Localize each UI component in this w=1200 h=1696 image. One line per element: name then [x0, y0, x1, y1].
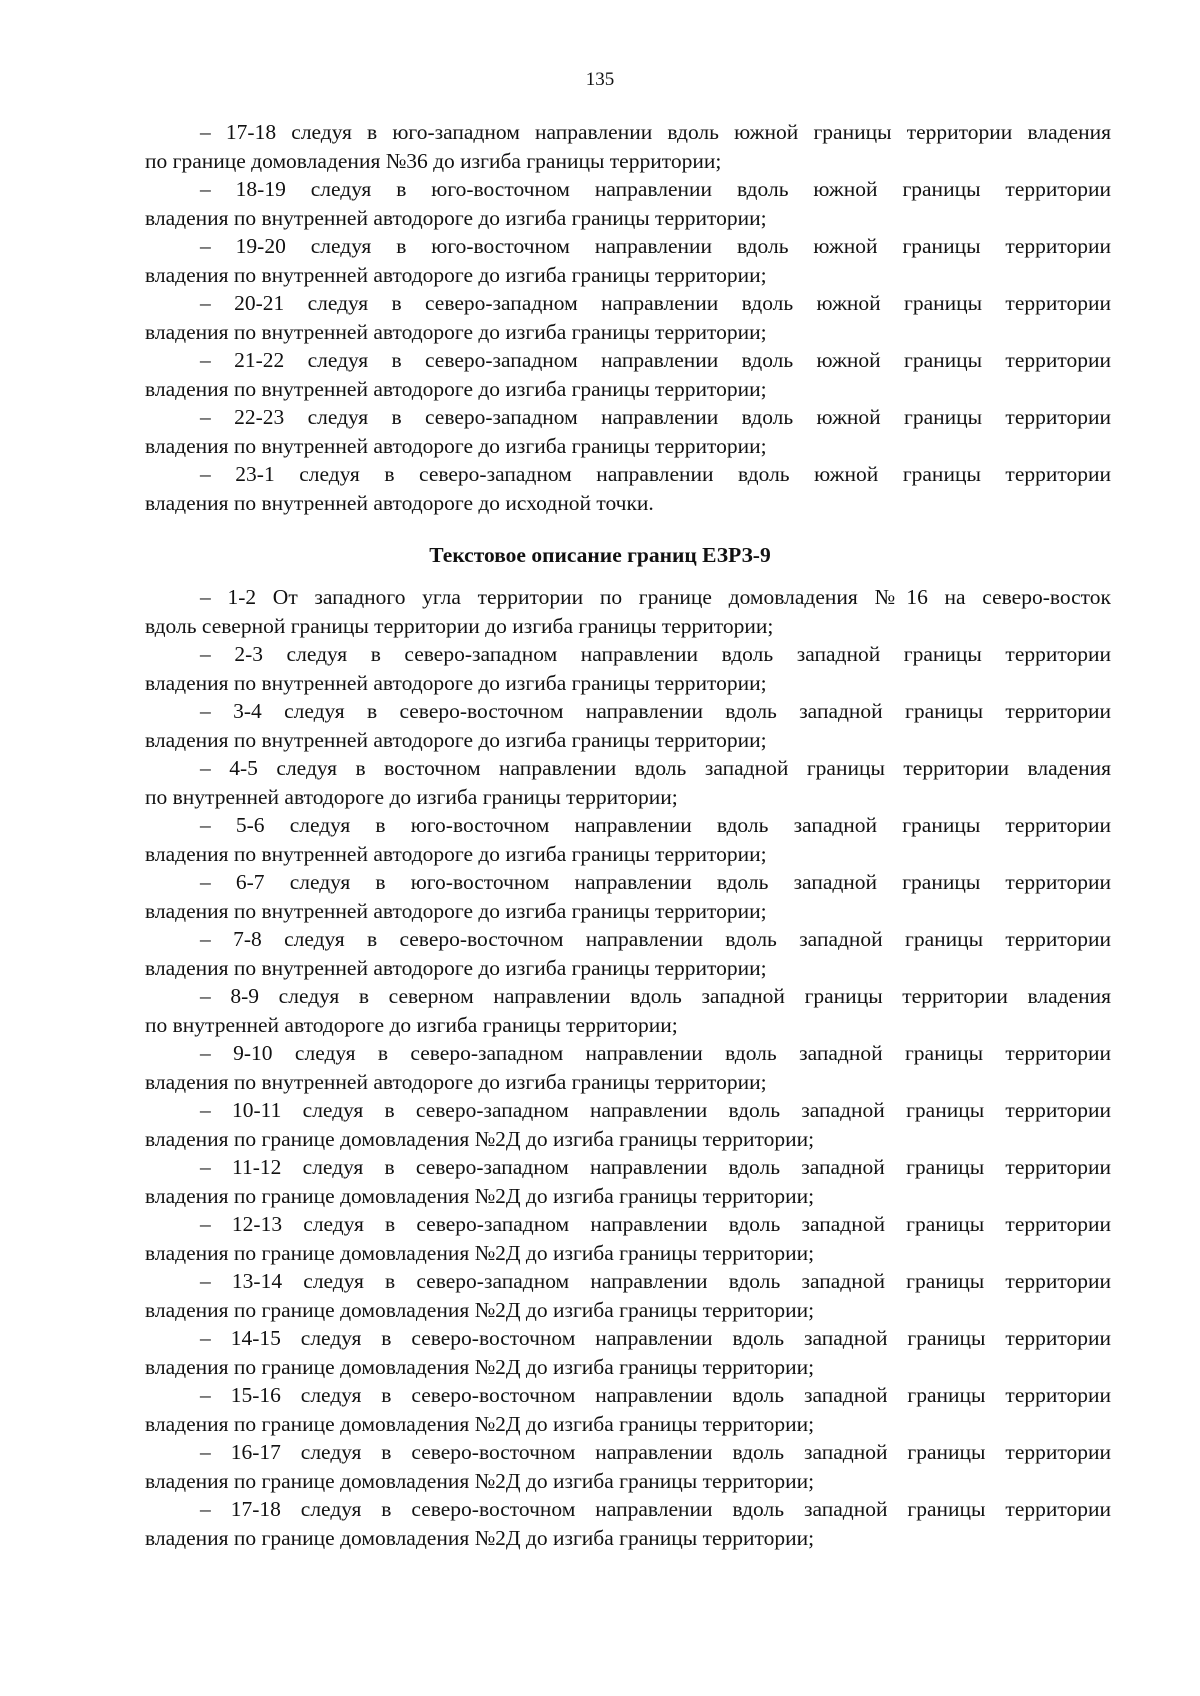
- list-item: [145, 403, 1111, 460]
- item-line-2: владения по внутренней автодороге до изгиба границы территории;: [145, 205, 767, 230]
- item-line-2: по внутренней автодороге до изгиба границы территории;: [145, 784, 678, 809]
- item-line-2: владения по внутренней автодороге до исходной точки.: [145, 490, 654, 515]
- list-item: [145, 1324, 1111, 1381]
- list-item: [145, 868, 1111, 925]
- item-line-2: владения по границе домовладения №2Д до изгиба границы территории;: [145, 1240, 815, 1265]
- item-line-2: владения по внутренней автодороге до изгиба границы территории;: [145, 898, 767, 923]
- list-item: [145, 1381, 1111, 1438]
- item-line-2: владения по внутренней автодороге до изгиба границы территории;: [145, 1069, 767, 1094]
- item-line-2: владения по границе домовладения №2Д до изгиба границы территории;: [145, 1354, 815, 1379]
- list-item: [145, 583, 1111, 640]
- item-line-1: – 21-22 следуя в северо-западном направлении вдоль южной границы территории: [200, 348, 1111, 372]
- page-number: 135: [585, 69, 615, 90]
- item-line-1: – 12-13 следуя в северо-западном направлении вдоль западной границы территории: [200, 1212, 1111, 1236]
- item-line-1: – 11-12 следуя в северо-западном направлении вдоль западной границы территории: [200, 1155, 1111, 1179]
- item-line-1: – 14-15 следуя в северо-восточном направлении вдоль западной границы территории: [200, 1326, 1111, 1350]
- item-line-1: – 13-14 следуя в северо-западном направлении вдоль западной границы территории: [200, 1269, 1111, 1293]
- list-item: [145, 982, 1111, 1039]
- boundary-list-ezrz-8-continued: [145, 118, 1111, 517]
- item-line-2: владения по внутренней автодороге до изгиба границы территории;: [145, 319, 767, 344]
- item-line-1: – 10-11 следуя в северо-западном направлении вдоль западной границы территории: [200, 1098, 1111, 1122]
- item-line-1: – 17-18 следуя в северо-восточном направлении вдоль западной границы территории: [200, 1497, 1111, 1521]
- item-line-2: владения по внутренней автодороге до изгиба границы территории;: [145, 727, 767, 752]
- list-item: [145, 1096, 1111, 1153]
- item-line-2: владения по внутренней автодороге до изгиба границы территории;: [145, 955, 767, 980]
- item-line-1: – 8-9 следуя в северном направлении вдоль западной границы территории владения: [200, 984, 1111, 1008]
- item-line-2: владения по внутренней автодороге до изгиба границы территории;: [145, 262, 767, 287]
- item-line-1: – 4-5 следуя в восточном направлении вдоль западной границы территории владения: [200, 756, 1111, 780]
- item-line-1: – 23-1 следуя в северо-западном направлении вдоль южной границы территории: [200, 462, 1111, 486]
- item-line-1: – 18-19 следуя в юго-восточном направлении вдоль южной границы территории: [200, 177, 1111, 201]
- list-item: [145, 925, 1111, 982]
- list-item: [145, 754, 1111, 811]
- item-line-2: владения по границе домовладения №2Д до изгиба границы территории;: [145, 1411, 815, 1436]
- boundary-list-ezrz-9: [145, 583, 1111, 1552]
- section-heading: Текстовое описание границ ЕЗРЗ-9: [429, 543, 771, 567]
- list-item: [145, 289, 1111, 346]
- item-line-1: – 1-2 От западного угла территории по границе домовладения №16 на северо-восток: [200, 585, 1111, 609]
- list-item: [145, 1267, 1111, 1324]
- item-line-1: – 19-20 следуя в юго-восточном направлении вдоль южной границы территории: [200, 234, 1111, 258]
- list-item: [145, 232, 1111, 289]
- list-item: [145, 1438, 1111, 1495]
- list-item: [145, 118, 1111, 175]
- item-line-1: – 7-8 следуя в северо-восточном направлении вдоль западной границы территории: [200, 927, 1111, 951]
- item-line-2: владения по границе домовладения №2Д до изгиба границы территории;: [145, 1525, 815, 1550]
- list-item: [145, 460, 1111, 517]
- item-line-1: – 9-10 следуя в северо-западном направлении вдоль западной границы территории: [200, 1041, 1111, 1065]
- item-line-2: владения по внутренней автодороге до изгиба границы территории;: [145, 376, 767, 401]
- item-line-2: вдоль северной границы территории до изгиба границы территории;: [145, 613, 774, 638]
- item-line-1: – 17-18 следуя в юго-западном направлении вдоль южной границы территории владения: [200, 120, 1111, 144]
- list-item: [145, 346, 1111, 403]
- list-item: [145, 640, 1111, 697]
- item-line-1: – 3-4 следуя в северо-восточном направлении вдоль западной границы территории: [200, 699, 1111, 723]
- item-line-2: по внутренней автодороге до изгиба границы территории;: [145, 1012, 678, 1037]
- list-item: [145, 1210, 1111, 1267]
- list-item: [145, 175, 1111, 232]
- item-line-1: – 16-17 следуя в северо-восточном направлении вдоль западной границы территории: [200, 1440, 1111, 1464]
- item-line-2: владения по границе домовладения №2Д до изгиба границы территории;: [145, 1126, 815, 1151]
- item-line-2: владения по внутренней автодороге до изгиба границы территории;: [145, 433, 767, 458]
- item-line-2: по границе домовладения №36 до изгиба границы территории;: [145, 148, 722, 173]
- item-line-2: владения по границе домовладения №2Д до изгиба границы территории;: [145, 1183, 815, 1208]
- item-line-1: – 20-21 следуя в северо-западном направлении вдоль южной границы территории: [200, 291, 1111, 315]
- list-item: [145, 1495, 1111, 1552]
- item-line-2: владения по границе домовладения №2Д до изгиба границы территории;: [145, 1468, 815, 1493]
- item-line-2: владения по внутренней автодороге до изгиба границы территории;: [145, 841, 767, 866]
- list-item: [145, 811, 1111, 868]
- item-line-2: владения по внутренней автодороге до изгиба границы территории;: [145, 670, 767, 695]
- list-item: [145, 1153, 1111, 1210]
- item-line-2: владения по границе домовладения №2Д до изгиба границы территории;: [145, 1297, 815, 1322]
- list-item: [145, 1039, 1111, 1096]
- list-item: [145, 697, 1111, 754]
- item-line-1: – 15-16 следуя в северо-восточном направлении вдоль западной границы территории: [200, 1383, 1111, 1407]
- item-line-1: – 22-23 следуя в северо-западном направлении вдоль южной границы территории: [200, 405, 1111, 429]
- item-line-1: – 2-3 следуя в северо-западном направлении вдоль западной границы территории: [200, 642, 1111, 666]
- item-line-1: – 5-6 следуя в юго-восточном направлении вдоль западной границы территории: [200, 813, 1111, 837]
- item-line-1: – 6-7 следуя в юго-восточном направлении вдоль западной границы территории: [200, 870, 1111, 894]
